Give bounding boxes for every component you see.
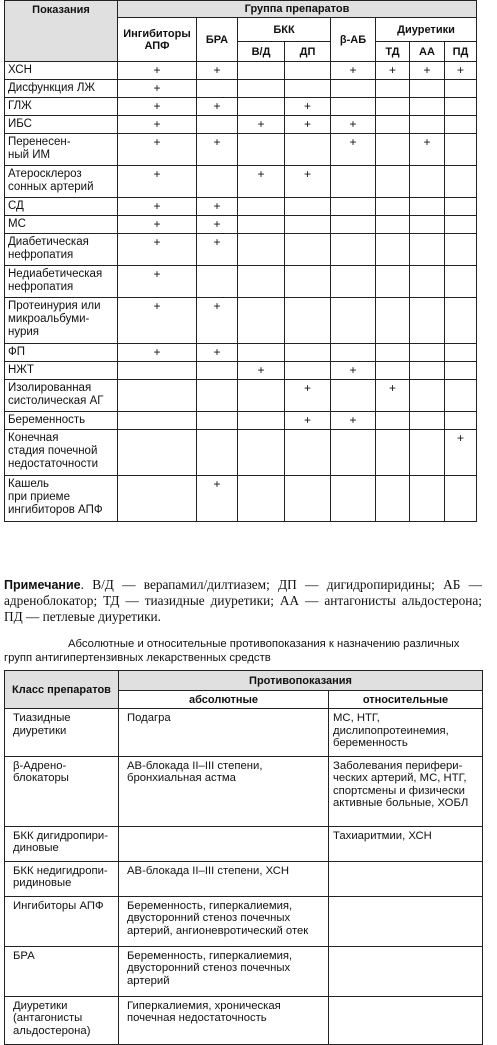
indication-mark-cell: [445, 298, 477, 344]
indication-mark-cell: [285, 198, 331, 216]
indication-mark-cell: [285, 344, 331, 362]
indication-mark-cell: [331, 234, 376, 266]
indication-mark-cell: [285, 476, 331, 522]
indication-mark-cell: [285, 134, 331, 166]
indication-mark-cell: +: [331, 62, 376, 80]
absolute-contra-cell: [119, 826, 329, 861]
table-row: [5, 344, 477, 362]
drug-class-cell: БКК дигидропири- диновые: [5, 826, 119, 861]
table-row: [5, 362, 477, 380]
indication-mark-cell: +: [410, 62, 445, 80]
relative-contra-cell: МС, НТГ, дислипопротеинемия, беременность: [329, 709, 483, 757]
indication-mark-cell: [410, 98, 445, 116]
indication-mark-cell: +: [376, 62, 410, 80]
indication-mark-cell: [410, 430, 445, 476]
indication-mark-cell: [197, 266, 238, 298]
indication-mark-cell: [445, 362, 477, 380]
indication-mark-cell: +: [197, 216, 238, 234]
indication-mark-cell: [410, 234, 445, 266]
indication-mark-cell: [331, 298, 376, 344]
indication-label: Кашель при приеме ингибиторов АПФ: [5, 476, 118, 522]
indication-mark-cell: [410, 80, 445, 98]
indication-label: МС: [5, 216, 118, 234]
indication-mark-cell: +: [197, 198, 238, 216]
indication-mark-cell: [238, 266, 285, 298]
caption-line-1: Абсолютные и относительные противопоказания к назначению различных: [68, 638, 460, 650]
indication-label: ГЛЖ: [5, 98, 118, 116]
indication-label: Протеинурия или микроальбуми- нурия: [5, 298, 118, 344]
table-row: [5, 709, 483, 757]
table-row: [5, 216, 477, 234]
drug-class-cell: Ингибиторы АПФ: [5, 896, 119, 946]
indication-mark-cell: [376, 80, 410, 98]
drug-class-cell: Диуретики (антагонисты альдостерона): [5, 996, 119, 1044]
table-row: [5, 116, 477, 134]
indication-mark-cell: [331, 198, 376, 216]
indication-mark-cell: [376, 134, 410, 166]
contraindications-table-body: [5, 709, 483, 1045]
header-dp: ДП: [285, 42, 331, 62]
indication-mark-cell: [410, 380, 445, 412]
header-diuretics: Диуретики: [376, 18, 477, 42]
indication-label: НЖТ: [5, 362, 118, 380]
absolute-contra-cell: АВ-блокада II–III степени, ХСН: [119, 861, 329, 896]
indication-mark-cell: [331, 476, 376, 522]
table-row: [5, 266, 477, 298]
absolute-contra-cell: Беременность, гиперкалиемия, двусторонний стеноз почечных артерий, ангионевротический отек: [119, 896, 329, 946]
indication-mark-cell: [376, 198, 410, 216]
indication-mark-cell: +: [238, 362, 285, 380]
contraindications-table: [4, 670, 483, 1045]
indication-mark-cell: [331, 266, 376, 298]
table-row: [5, 756, 483, 826]
indication-mark-cell: [238, 80, 285, 98]
relative-contra-cell: [329, 996, 483, 1044]
header-absolute: абсолютные: [119, 691, 329, 709]
indication-mark-cell: +: [118, 80, 197, 98]
indication-label: ФП: [5, 344, 118, 362]
indication-mark-cell: [118, 362, 197, 380]
table-row: [5, 298, 477, 344]
header-aa: АА: [410, 42, 445, 62]
header-ccb: БКК: [238, 18, 331, 42]
indication-mark-cell: [445, 344, 477, 362]
indication-mark-cell: [410, 198, 445, 216]
indication-label: Беременность: [5, 412, 118, 430]
indication-mark-cell: [238, 216, 285, 234]
indication-mark-cell: [238, 380, 285, 412]
indication-mark-cell: [238, 198, 285, 216]
indication-mark-cell: [445, 266, 477, 298]
header-contraindications: Противопоказания: [119, 671, 483, 691]
indication-mark-cell: +: [197, 98, 238, 116]
indication-mark-cell: +: [238, 116, 285, 134]
table-row: [5, 826, 483, 861]
indication-mark-cell: [285, 266, 331, 298]
indication-mark-cell: [445, 80, 477, 98]
indication-mark-cell: +: [197, 234, 238, 266]
absolute-contra-cell: Беременность, гиперкалиемия, двусторонний стеноз почечных артерий: [119, 946, 329, 996]
indication-mark-cell: +: [118, 216, 197, 234]
indication-label: Конечная стадия почечной недостаточности: [5, 430, 118, 476]
indication-mark-cell: [118, 412, 197, 430]
indication-mark-cell: [238, 134, 285, 166]
indication-mark-cell: +: [445, 430, 477, 476]
indication-mark-cell: [285, 62, 331, 80]
indication-mark-cell: [331, 344, 376, 362]
drug-class-cell: БРА: [5, 946, 119, 996]
indication-mark-cell: +: [331, 412, 376, 430]
indication-mark-cell: +: [118, 116, 197, 134]
header-beta-blockers: β-АБ: [331, 18, 376, 62]
indication-mark-cell: [285, 430, 331, 476]
indication-label: Недиабетическая нефропатия: [5, 266, 118, 298]
indication-mark-cell: +: [197, 344, 238, 362]
table-note: [4, 577, 482, 625]
indication-mark-cell: [410, 266, 445, 298]
indication-mark-cell: [445, 198, 477, 216]
indication-mark-cell: [410, 116, 445, 134]
indication-mark-cell: [197, 116, 238, 134]
indication-mark-cell: +: [118, 234, 197, 266]
indication-mark-cell: +: [118, 298, 197, 344]
indication-mark-cell: [410, 216, 445, 234]
indication-label: Дисфункция ЛЖ: [5, 80, 118, 98]
header-td: ТД: [376, 42, 410, 62]
indication-mark-cell: +: [118, 62, 197, 80]
table-row: [5, 430, 477, 476]
indication-label: СД: [5, 198, 118, 216]
note-label: Примечание: [4, 578, 81, 592]
indication-mark-cell: [197, 166, 238, 198]
indication-mark-cell: [445, 98, 477, 116]
table-row: [5, 80, 477, 98]
indication-mark-cell: +: [331, 134, 376, 166]
indication-mark-cell: [376, 430, 410, 476]
indication-mark-cell: +: [197, 298, 238, 344]
relative-contra-cell: Заболевания перифери- ческих артерий, МС, НТГ, спортсмены и физически активные больные, ХОБЛ: [329, 756, 483, 826]
indication-mark-cell: +: [445, 62, 477, 80]
indication-mark-cell: [238, 344, 285, 362]
indication-mark-cell: +: [331, 362, 376, 380]
table-row: [5, 896, 483, 946]
indication-mark-cell: [197, 80, 238, 98]
indication-mark-cell: [238, 234, 285, 266]
header-pd: ПД: [445, 42, 477, 62]
indication-mark-cell: [376, 298, 410, 344]
table-row: [5, 62, 477, 80]
indication-mark-cell: [238, 476, 285, 522]
indication-mark-cell: [118, 476, 197, 522]
indication-label: Изолированная систолическая АГ: [5, 380, 118, 412]
indication-mark-cell: [331, 80, 376, 98]
indication-mark-cell: [331, 216, 376, 234]
indication-mark-cell: [445, 412, 477, 430]
indication-mark-cell: [197, 430, 238, 476]
indication-mark-cell: [445, 116, 477, 134]
table-row: [5, 166, 477, 198]
table-row: [5, 996, 483, 1044]
indication-mark-cell: [238, 412, 285, 430]
header-drug-group: Группа препаратов: [118, 1, 477, 18]
indication-mark-cell: [376, 476, 410, 522]
table-row: [5, 861, 483, 896]
indication-mark-cell: [376, 344, 410, 362]
caption-line-2: групп антигипертензивных лекарственных средств: [4, 652, 271, 664]
indications-table: [4, 0, 477, 522]
indication-mark-cell: [331, 98, 376, 116]
indication-mark-cell: [445, 380, 477, 412]
indication-label: ХСН: [5, 62, 118, 80]
header-relative: относительные: [329, 691, 483, 709]
indication-mark-cell: +: [285, 116, 331, 134]
indication-mark-cell: [238, 298, 285, 344]
table-row: [5, 380, 477, 412]
indication-mark-cell: [197, 362, 238, 380]
indication-mark-cell: [118, 380, 197, 412]
indication-mark-cell: [376, 116, 410, 134]
indication-mark-cell: +: [197, 134, 238, 166]
note-text: . В/Д — верапамил/дилтиазем; ДП — дигидропиридины; АБ — адреноблокатор; ТД — тиазидные диуретики; АА — антагонисты альдостерона; ПД — петлевые диуретики.: [4, 577, 482, 624]
table-row: [5, 198, 477, 216]
table-row: [5, 412, 477, 430]
indication-label: ИБС: [5, 116, 118, 134]
indication-mark-cell: [445, 134, 477, 166]
indications-table-body: [5, 62, 477, 522]
relative-contra-cell: [329, 946, 483, 996]
absolute-contra-cell: АВ-блокада II–III степени, бронхиальная астма: [119, 756, 329, 826]
table-row: [5, 234, 477, 266]
indication-mark-cell: [376, 166, 410, 198]
indication-mark-cell: +: [197, 62, 238, 80]
indication-mark-cell: [410, 298, 445, 344]
table-caption: [4, 637, 482, 665]
indication-mark-cell: +: [285, 412, 331, 430]
indication-mark-cell: [410, 344, 445, 362]
indication-mark-cell: [410, 476, 445, 522]
header-vd: В/Д: [238, 42, 285, 62]
drug-class-cell: β-Адрено- блокаторы: [5, 756, 119, 826]
table-row: [5, 134, 477, 166]
indication-mark-cell: [285, 362, 331, 380]
indication-mark-cell: +: [285, 166, 331, 198]
drug-class-cell: БКК недигидропи- ридиновые: [5, 861, 119, 896]
indication-mark-cell: [445, 476, 477, 522]
indication-mark-cell: [410, 412, 445, 430]
header-ace-inhibitors: Ингибиторы АПФ: [118, 18, 197, 62]
indication-mark-cell: [197, 412, 238, 430]
indication-mark-cell: [445, 166, 477, 198]
indication-mark-cell: [410, 166, 445, 198]
table-row: [5, 946, 483, 996]
indication-mark-cell: +: [118, 344, 197, 362]
indication-mark-cell: [197, 380, 238, 412]
indication-mark-cell: [285, 216, 331, 234]
indication-mark-cell: +: [376, 380, 410, 412]
indication-mark-cell: [285, 80, 331, 98]
indication-mark-cell: [331, 380, 376, 412]
relative-contra-cell: [329, 896, 483, 946]
absolute-contra-cell: Подагра: [119, 709, 329, 757]
indication-mark-cell: +: [118, 134, 197, 166]
indication-mark-cell: [118, 430, 197, 476]
indication-mark-cell: [238, 430, 285, 476]
indication-label: Перенесен- ный ИМ: [5, 134, 118, 166]
drug-class-cell: Тиазидные диуретики: [5, 709, 119, 757]
table-row: [5, 98, 477, 116]
indication-mark-cell: +: [197, 476, 238, 522]
indication-mark-cell: [376, 266, 410, 298]
indication-mark-cell: [285, 234, 331, 266]
indication-mark-cell: [331, 430, 376, 476]
indication-mark-cell: [410, 362, 445, 380]
indication-label: Диабетическая нефропатия: [5, 234, 118, 266]
indication-mark-cell: [376, 412, 410, 430]
indication-label: Атеросклероз сонных артерий: [5, 166, 118, 198]
relative-contra-cell: Тахиаритмии, ХСН: [329, 826, 483, 861]
indication-mark-cell: [445, 234, 477, 266]
indication-mark-cell: +: [118, 266, 197, 298]
indication-mark-cell: +: [118, 166, 197, 198]
indication-mark-cell: [285, 298, 331, 344]
indication-mark-cell: [376, 362, 410, 380]
indication-mark-cell: [376, 216, 410, 234]
absolute-contra-cell: Гиперкалиемия, хроническая почечная недостаточность: [119, 996, 329, 1044]
indication-mark-cell: +: [118, 98, 197, 116]
indication-mark-cell: +: [410, 134, 445, 166]
header-arb: БРА: [197, 18, 238, 62]
header-indications: Показания: [5, 1, 118, 62]
indication-mark-cell: +: [331, 116, 376, 134]
table-row: [5, 476, 477, 522]
indication-mark-cell: [376, 98, 410, 116]
header-drug-class: Класс препаратов: [5, 671, 119, 709]
relative-contra-cell: [329, 861, 483, 896]
indication-mark-cell: [238, 98, 285, 116]
indication-mark-cell: [331, 166, 376, 198]
indication-mark-cell: +: [238, 166, 285, 198]
indication-mark-cell: [238, 62, 285, 80]
indication-mark-cell: [376, 234, 410, 266]
indication-mark-cell: +: [285, 380, 331, 412]
indication-mark-cell: +: [285, 98, 331, 116]
indication-mark-cell: [445, 216, 477, 234]
indication-mark-cell: +: [118, 198, 197, 216]
